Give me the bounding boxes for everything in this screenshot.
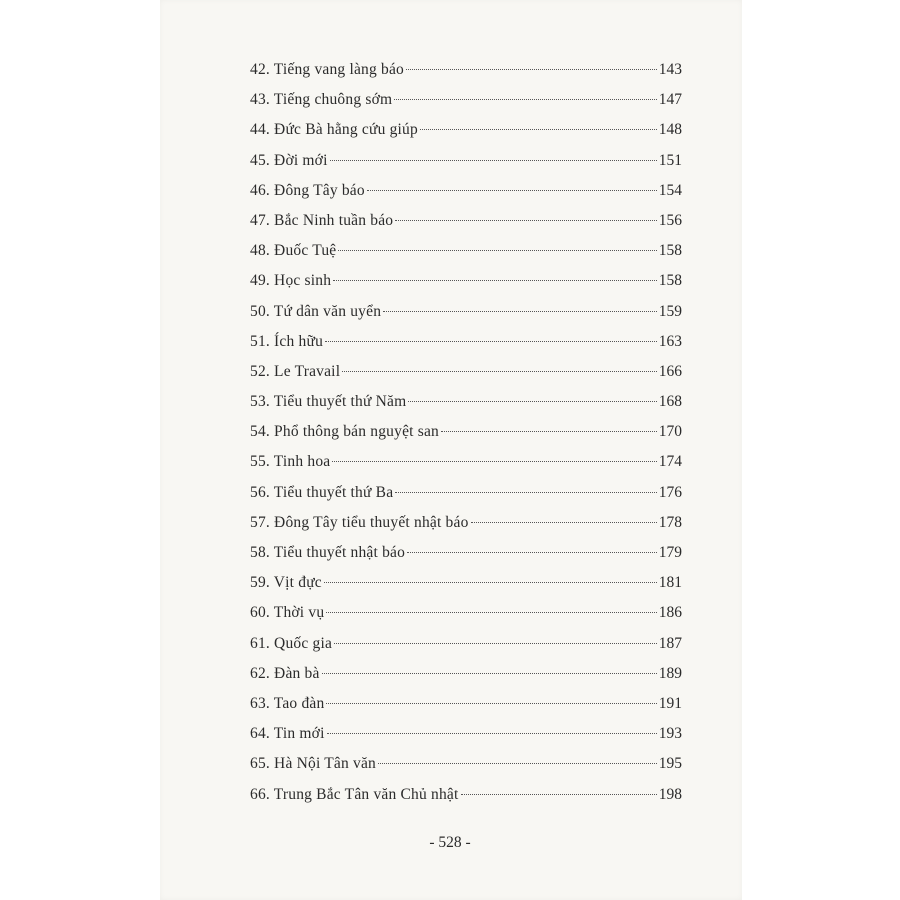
toc-entry-title: 52. Le Travail [250, 362, 341, 380]
toc-entry-title: 49. Học sinh [250, 272, 332, 290]
dot-leader [383, 311, 657, 312]
toc-entry-page-number: 191 [658, 694, 682, 712]
toc-entry [250, 784, 682, 814]
toc-entry [250, 89, 682, 119]
dot-leader [326, 703, 656, 704]
toc-entry-page-number: 143 [658, 61, 682, 78]
toc-entry-title: 64. Tin mới [250, 725, 325, 743]
toc-entry [250, 331, 682, 361]
toc-entry-title: 58. Tiểu thuyết nhật báo [250, 544, 406, 561]
toc-entry [250, 542, 682, 572]
toc-entry-title: 62. Đàn bà [250, 664, 320, 682]
toc-entry-page-number: 186 [658, 604, 682, 622]
dot-leader [324, 582, 657, 583]
toc-entry [250, 361, 682, 391]
toc-entry-page-number: 159 [658, 302, 682, 320]
toc-entry-page-number: 170 [658, 423, 682, 441]
toc-entry-page-number: 147 [658, 91, 682, 109]
toc-entry-page-number: 158 [658, 242, 682, 260]
toc-entry-page-number: 158 [658, 272, 682, 290]
toc-entry-title: 53. Tiểu thuyết thứ Năm [250, 393, 407, 411]
dot-leader [325, 341, 657, 342]
dot-leader [420, 129, 657, 130]
toc-entry-title: 48. Đuốc Tuệ [250, 242, 337, 260]
dot-leader [332, 461, 656, 462]
toc-entry [250, 270, 682, 300]
toc-entry-page-number: 198 [658, 785, 682, 803]
toc-entry-title: 59. Vịt đực [250, 574, 322, 592]
toc-entry [250, 391, 682, 421]
dot-leader [338, 250, 656, 251]
page-number: - 528 - [429, 834, 471, 851]
toc-entry-page-number: 154 [658, 181, 682, 199]
toc-entry [250, 482, 682, 512]
toc-entry-page-number: 181 [658, 574, 682, 592]
toc-entry-page-number: 179 [658, 544, 682, 561]
toc-entry [250, 572, 682, 602]
toc-entry-title: 51. Ích hữu [250, 332, 324, 350]
toc-entry-title: 46. Đông Tây báo [250, 181, 365, 199]
toc-entry [250, 59, 682, 89]
toc-entry-page-number: 156 [658, 211, 682, 229]
toc-entry-page-number: 148 [658, 121, 682, 139]
toc-entry-title: 56. Tiểu thuyết thứ Ba [250, 483, 394, 501]
toc-entry-page-number: 189 [658, 664, 682, 682]
toc-entry-title: 54. Phổ thông bán nguyệt san [250, 423, 440, 441]
toc-entry-page-number: 168 [658, 393, 682, 411]
toc-entry-page-number: 163 [658, 332, 682, 350]
toc-entry-page-number: 151 [658, 151, 682, 169]
toc-entry [250, 119, 682, 149]
toc-entry [250, 602, 682, 632]
toc-entry [250, 301, 682, 331]
dot-leader [395, 492, 656, 493]
toc-entry [250, 512, 682, 542]
toc-entry-page-number: 174 [658, 453, 682, 471]
toc-entry [250, 451, 682, 481]
toc-entry [250, 633, 682, 663]
toc-entry-title: 65. Hà Nội Tân văn [250, 755, 376, 773]
dot-leader [407, 552, 657, 553]
toc-entry-title: 45. Đời mới [250, 151, 328, 169]
toc-entry [250, 240, 682, 270]
toc-entry-title: 43. Tiếng chuông sớm [250, 91, 393, 109]
toc-entry-title: 61. Quốc gia [250, 634, 333, 652]
toc-entry [250, 693, 682, 723]
toc-entry-page-number: 195 [658, 755, 682, 773]
toc-entry-title: 55. Tinh hoa [250, 453, 331, 471]
dot-leader [333, 280, 657, 281]
table-of-contents [250, 59, 682, 814]
toc-entry-page-number: 176 [658, 483, 682, 501]
dot-leader [471, 522, 657, 523]
toc-entry [250, 150, 682, 180]
dot-leader [406, 69, 657, 70]
dot-leader [395, 220, 657, 221]
toc-entry [250, 663, 682, 693]
toc-entry-title: 63. Tao đàn [250, 694, 325, 712]
dot-leader [408, 401, 656, 402]
dot-leader [367, 190, 657, 191]
dot-leader [342, 371, 657, 372]
toc-entry-page-number: 187 [658, 634, 682, 652]
toc-entry-title: 50. Tứ dân văn uyển [250, 302, 382, 320]
dot-leader [322, 673, 657, 674]
dot-leader [461, 794, 657, 795]
toc-entry-title: 57. Đông Tây tiểu thuyết nhật báo [250, 513, 469, 531]
dot-leader [327, 733, 657, 734]
toc-entry [250, 421, 682, 451]
dot-leader [378, 763, 657, 764]
toc-entry-title: 42. Tiếng vang làng báo [250, 61, 404, 78]
toc-entry-title: 47. Bắc Ninh tuần báo [250, 211, 394, 229]
dot-leader [330, 160, 657, 161]
toc-entry [250, 753, 682, 783]
toc-entry [250, 723, 682, 753]
toc-entry-title: 66. Trung Bắc Tân văn Chủ nhật [250, 785, 459, 803]
toc-entry [250, 210, 682, 240]
toc-entry-page-number: 178 [658, 513, 682, 531]
toc-entry [250, 180, 682, 210]
dot-leader [334, 643, 657, 644]
toc-entry-title: 60. Thời vụ [250, 604, 325, 622]
dot-leader [394, 99, 657, 100]
toc-entry-title: 44. Đức Bà hằng cứu giúp [250, 121, 418, 139]
toc-entry-page-number: 193 [658, 725, 682, 743]
toc-entry-page-number: 166 [658, 362, 682, 380]
dot-leader [441, 431, 657, 432]
dot-leader [326, 612, 656, 613]
